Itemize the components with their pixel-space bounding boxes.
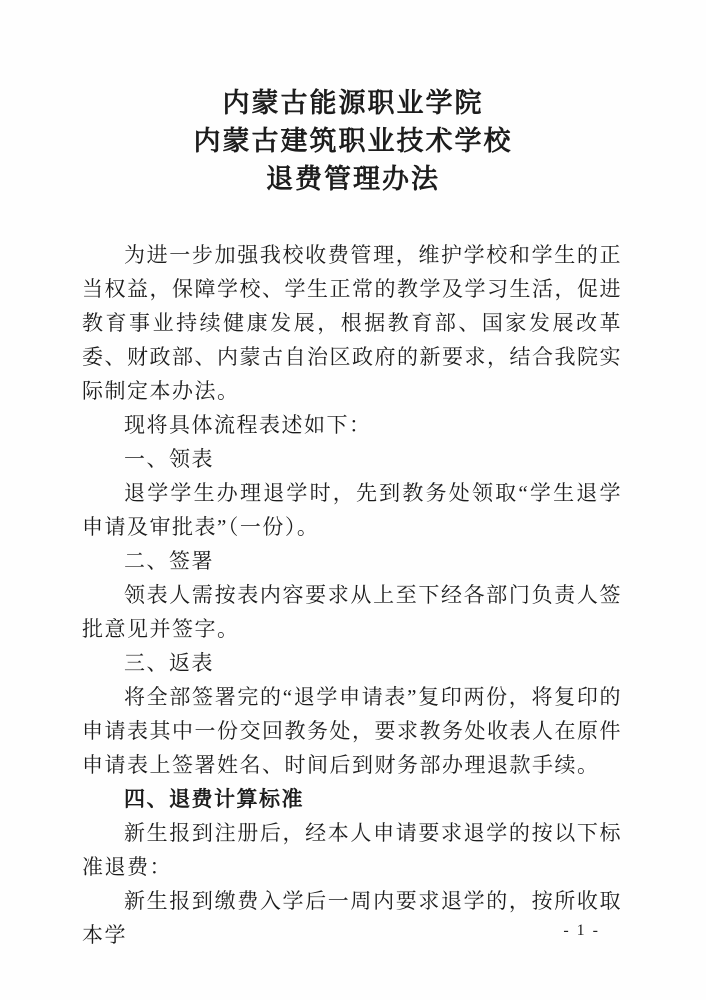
title-line-college: 内蒙古能源职业学院 [222,88,484,118]
page-number: - 1 - [563,922,600,939]
section-heading-4: 四、退费计算标准 [124,787,304,811]
paragraph-section-4-lead: 新生报到注册后，经本人申请要求退学的按以下标准退费： [82,821,622,879]
section-heading-2: 二、签署 [124,549,214,573]
paragraph-section-2: 领表人需按表内容要求从上至下经各部门负责人签批意见并签字。 [82,583,622,641]
paragraph-section-3: 将全部签署完的“退学申请表”复印两份，将复印的申请表其中一份交回教务处，要求教务处收表人在原件申请表上签署姓名、时间后到财务部办理退款手续。 [82,685,622,777]
document-title [82,84,624,198]
paragraph-section-4-rule: 新生报到缴费入学后一周内要求退学的，按所收取本学 [82,889,622,947]
paragraph-intro: 为进一步加强我校收费管理，维护学校和学生的正当权益，保障学校、学生正常的教学及学习生活，促进教育事业持续健康发展，根据教育部、国家发展改革委、财政部、内蒙古自治区政府的新要求，结合我院实际制定本办法。 [82,243,622,403]
title-line-school: 内蒙古建筑职业技术学校 [193,126,513,156]
title-line-policy: 退费管理办法 [266,164,440,194]
section-heading-3: 三、返表 [124,651,214,675]
paragraph-section-1: 退学学生办理退学时，先到教务处领取“学生退学申请及审批表”（一份）。 [82,481,622,539]
section-heading-1: 一、领表 [124,447,214,471]
document-body [82,238,622,952]
paragraph-process-lead: 现将具体流程表述如下： [124,413,372,437]
